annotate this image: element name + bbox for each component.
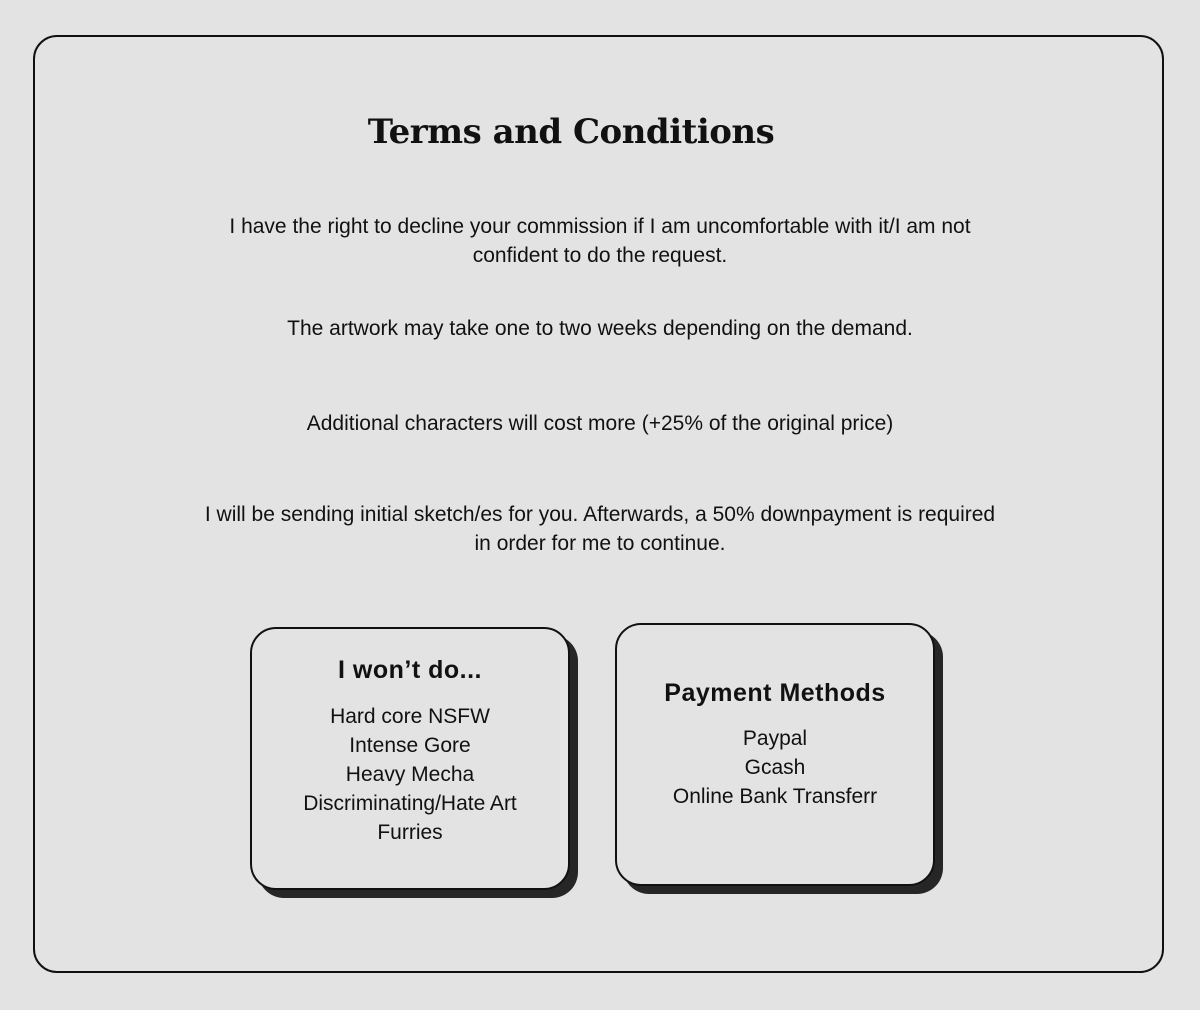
page-title: Terms and Conditions [367,112,775,152]
payment-methods-list [617,724,933,811]
list-item: Furries [377,821,443,844]
payment-methods-heading: Payment Methods [664,679,886,707]
term-sketch-line: in order for me to continue. [474,532,726,555]
term-decline-line: confident to do the request. [472,244,728,267]
term-sketch [100,500,1100,558]
list-item: Paypal [742,727,808,750]
term-characters: Additional characters will cost more (+25% of the original price) [306,412,894,435]
list-item: Hard core NSFW [330,705,490,728]
wont-do-heading: I won’t do... [338,656,482,684]
term-decline-line: I have the right to decline your commission if I am uncomfortable with it/I am not [229,215,971,238]
list-item: Discriminating/Hate Art [303,792,517,815]
list-item: Gcash [744,756,806,779]
wont-do-card [250,627,570,890]
term-sketch-line: I will be sending initial sketch/es for you. Afterwards, a 50% downpayment is required [204,503,996,526]
payment-methods-card [615,623,935,886]
wont-do-list [252,702,568,847]
list-item: Heavy Mecha [345,763,475,786]
term-duration: The artwork may take one to two weeks depending on the demand. [287,317,913,340]
list-item: Intense Gore [349,734,471,757]
term-decline [100,212,1100,270]
list-item: Online Bank Transferr [672,785,878,808]
